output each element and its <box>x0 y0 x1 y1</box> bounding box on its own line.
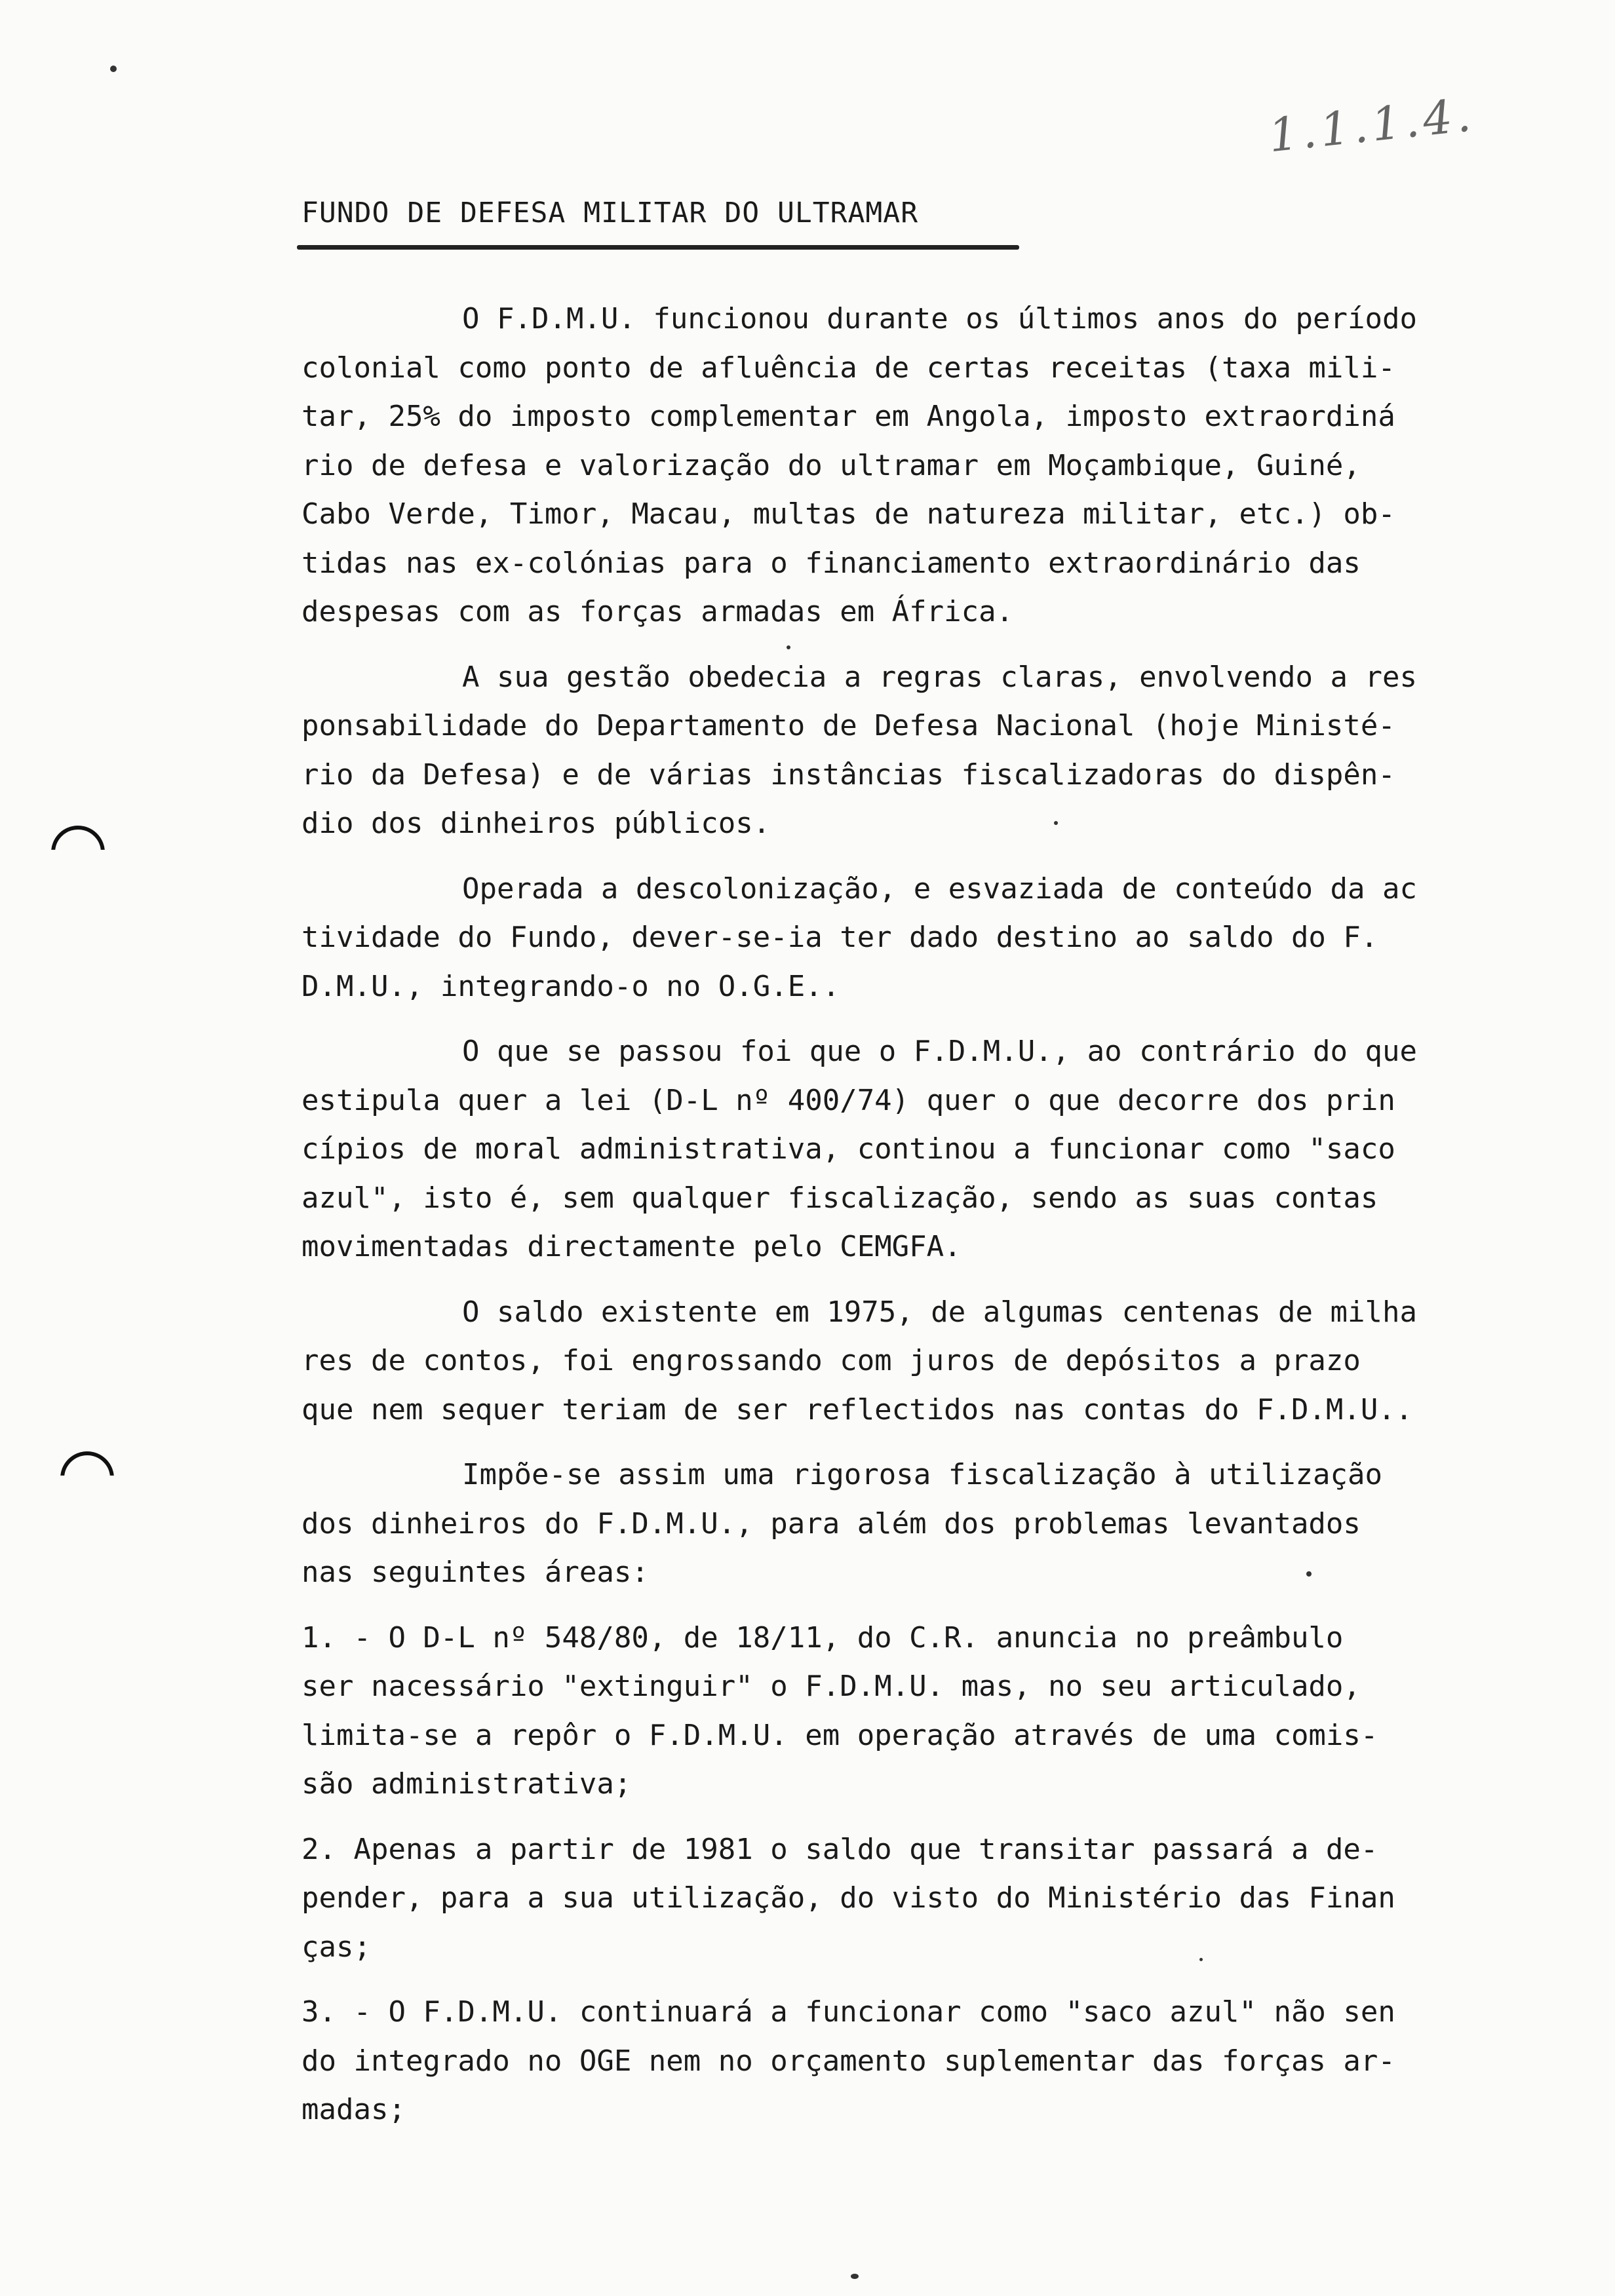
paragraph <box>302 865 1573 1012</box>
text-line: Operada a descolonização, e esvaziada de conteúdo da ac <box>462 871 1417 906</box>
text-line: O saldo existente em 1975, de algumas centenas de milha <box>462 1295 1417 1329</box>
text-line: pender, para a sua utilização, do visto do Ministério das Finan <box>302 1881 1395 1915</box>
text-line: 2. Apenas a partir de 1981 o saldo que transitar passará a de- <box>302 1832 1378 1866</box>
text-line: azul", isto é, sem qualquer fiscalização, sendo as suas contas <box>302 1181 1378 1215</box>
text-line: colonial como ponto de afluência de certas receitas (taxa mili- <box>302 351 1395 385</box>
text-line: movimentadas directamente pelo CEMGFA. <box>302 1230 962 1263</box>
numbered-list <box>302 1614 1573 2135</box>
text-line: que nem sequer teriam de ser reflectidos nas contas do F.D.M.U.. <box>302 1392 1413 1426</box>
text-line: do integrado no OGE nem no orçamento suplementar das forças ar- <box>302 2044 1395 2078</box>
text-line: 1. - O D-L nº 548/80, de 18/11, do C.R. anuncia no preâmbulo <box>302 1620 1344 1655</box>
text-line: res de contos, foi engrossando com juros de depósitos a prazo <box>302 1344 1361 1377</box>
text-line: madas; <box>302 2093 406 2126</box>
scan-speck <box>1199 1958 1203 1961</box>
text-line: A sua gestão obedecia a regras claras, envolvendo a res <box>462 660 1417 694</box>
punch-hole <box>51 826 105 879</box>
text-line: tar, 25% do imposto complementar em Angola, imposto extraordiná <box>302 400 1395 433</box>
text-line: O que se passou foi que o F.D.M.U., ao contrário do que <box>462 1035 1417 1068</box>
text-line: são administrativa; <box>302 1767 632 1801</box>
text-line: ças; <box>302 1930 371 1964</box>
text-line: tidas nas ex-colónias para o financiamento extraordinário das <box>302 546 1361 580</box>
scan-speck <box>851 2274 859 2279</box>
text-line: ser nacessário "extinguir" o F.D.M.U. mas, no seu articulado, <box>302 1670 1361 1703</box>
text-line: O F.D.M.U. funcionou durante os últimos anos do período <box>462 302 1417 335</box>
text-line: D.M.U., integrando-o no O.G.E.. <box>302 969 840 1003</box>
paragraph <box>302 1027 1573 1272</box>
text-line: rio da Defesa) e de várias instâncias fiscalizadoras do dispên- <box>302 757 1395 792</box>
handwritten-page-mark: 1.1.1.4. <box>1266 87 1477 163</box>
text-line: ponsabilidade do Departamento de Defesa Nacional (hoje Ministé- <box>302 709 1395 742</box>
text-line: dio dos dinheiros públicos. <box>302 807 771 840</box>
list-item <box>302 1988 1573 2135</box>
text-line: cípios de moral administrativa, continou a funcionar como "saco <box>302 1132 1395 1166</box>
text-line: Impõe-se assim uma rigorosa fiscalização à utilização <box>462 1458 1382 1491</box>
paragraph <box>302 653 1573 849</box>
scan-speck <box>1306 1571 1312 1577</box>
document-body <box>302 295 1573 2151</box>
title-underline <box>297 245 1019 250</box>
paragraph <box>302 1451 1573 1598</box>
text-line: rio de defesa e valorização do ultramar em Moçambique, Guiné, <box>302 448 1361 482</box>
list-item <box>302 1826 1573 1972</box>
text-line: 3. - O F.D.M.U. continuará a funcionar como "saco azul" não sen <box>302 1995 1395 2029</box>
list-item <box>302 1614 1573 1809</box>
scan-speck <box>787 645 790 649</box>
paragraph <box>302 295 1573 637</box>
punch-hole <box>60 1451 114 1505</box>
text-line: nas seguintes áreas: <box>302 1556 649 1589</box>
paragraph-list <box>302 295 1573 1598</box>
text-line: estipula quer a lei (D-L nº 400/74) quer o que decorre dos prin <box>302 1083 1395 1117</box>
paragraph <box>302 1288 1573 1435</box>
text-line: limita-se a repôr o F.D.M.U. em operação através de uma comis- <box>302 1718 1378 1752</box>
text-line: dos dinheiros do F.D.M.U., para além dos problemas levantados <box>302 1506 1361 1540</box>
text-line: tividade do Fundo, dever-se-ia ter dado destino ao saldo do F. <box>302 921 1378 954</box>
scan-speck <box>110 66 117 72</box>
document-title: FUNDO DE DEFESA MILITAR DO ULTRAMAR <box>302 197 919 229</box>
scan-speck <box>1054 821 1058 825</box>
text-line: despesas com as forças armadas em África. <box>302 595 1014 628</box>
text-line: Cabo Verde, Timor, Macau, multas de natureza militar, etc.) ob- <box>302 497 1395 531</box>
